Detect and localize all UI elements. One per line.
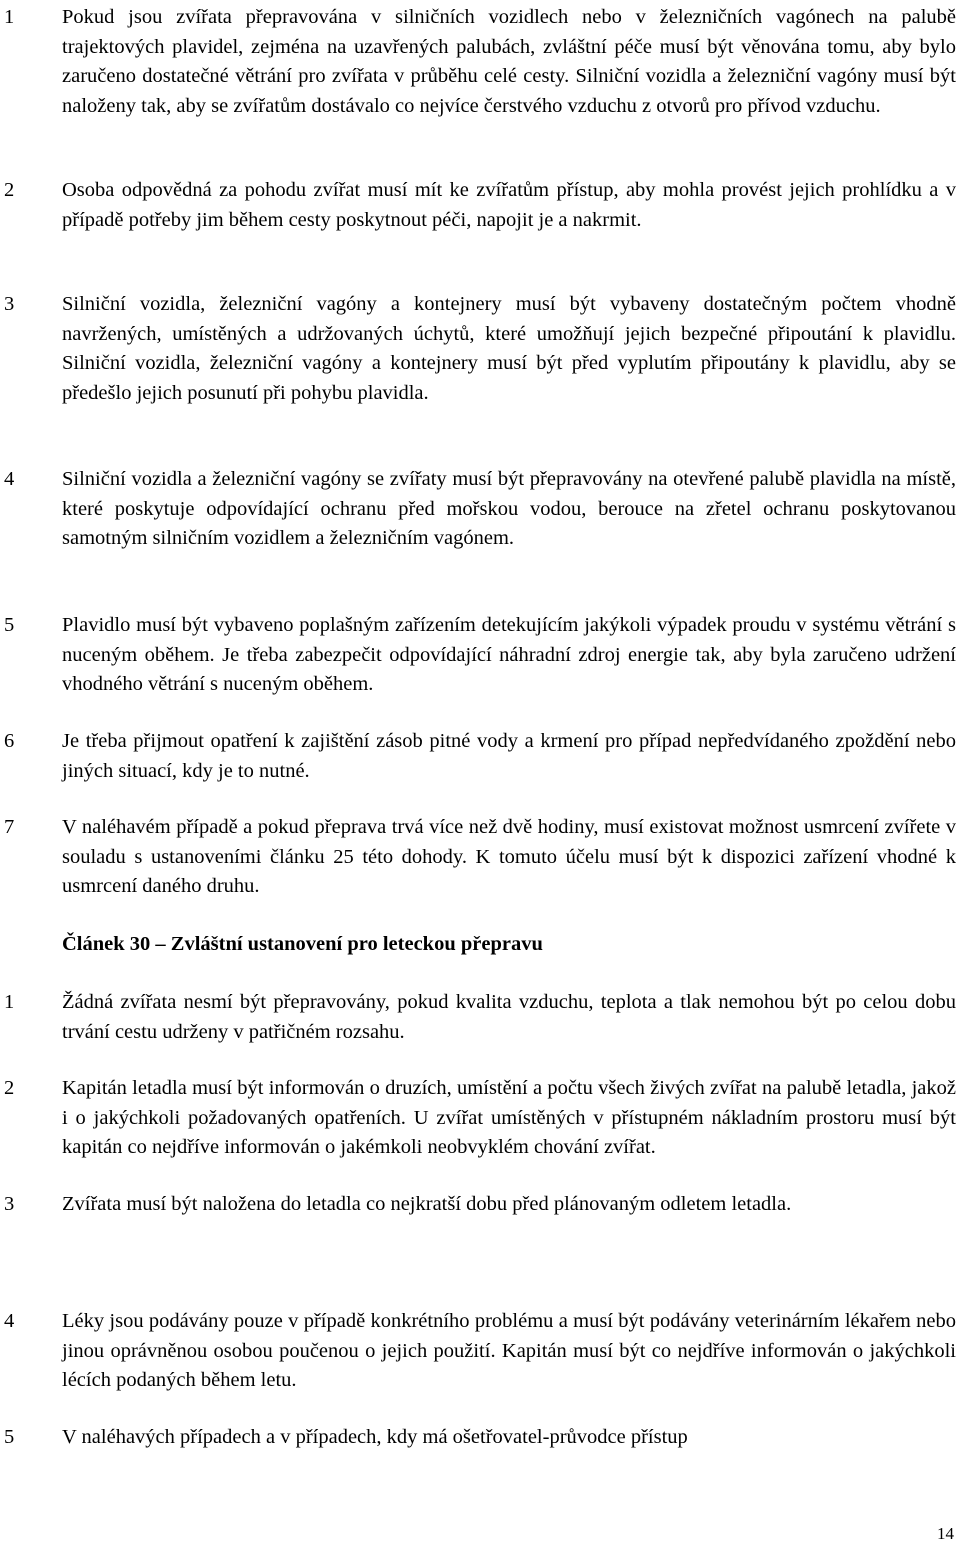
item-number: 1 [4, 6, 15, 28]
item-number: 2 [4, 179, 15, 201]
item-text: Kapitán letadla musí být informován o druzích, umístění a počtu všech živých zvířat na palubě letadla, jakož i o jakýchkoli požadovaných opatřeních. U zvířat umístěných v přístupném nákladním prostoru musí být kapitán co nejdříve informován o jakémkoli neobvyklém chování zvířat. [62, 1077, 956, 1158]
item-text: Plavidlo musí být vybaveno poplašným zařízením detekujícím jakýkoli výpadek proudu v systému větrání s nuceným oběhem. Je třeba zabezpečit odpovídající náhradní zdroj energie tak, aby byla zaručeno udržení vhodného větrání s nuceným oběhem. [62, 614, 956, 695]
item-number: 4 [4, 1310, 15, 1332]
item-number: 2 [4, 1077, 15, 1099]
item-number: 1 [4, 991, 15, 1013]
item-text: Je třeba přijmout opatření k zajištění zásob pitné vody a krmení pro případ nepředvídaného zpoždění nebo jiných situací, kdy je to nutné. [62, 730, 956, 782]
item-text: Silniční vozidla, železniční vagóny a kontejnery musí být vybaveny dostatečným počtem vhodně navržených, umístěných a udržovaných úchytů, které umožňují jejich bezpečné připoutání k plavidlu. Silniční vozidla, železniční vagóny a kontejnery musí být před vyplutím připoutány k plavidlu, aby se předešlo jejich posunutí při pohybu plavidla. [62, 293, 956, 404]
item-number: 4 [4, 468, 15, 490]
item-text: Pokud jsou zvířata přepravována v silničních vozidlech nebo v železničních vagónech na palubě trajektových plavidel, zejména na uzavřených palubách, zvláštní péče musí být věnována tomu, aby bylo zaručeno dostatečné větrání pro zvířata v průběhu celé cesty. Silniční vozidla a železniční vagóny musí být naloženy tak, aby se zvířatům dostávalo co nejvíce čerstvého vzduchu z otvorů pro přívod vzduchu. [62, 6, 956, 117]
item-number: 5 [4, 1426, 15, 1448]
item-text: Osoba odpovědná za pohodu zvířat musí mít ke zvířatům přístup, aby mohla provést jejich prohlídku a v případě potřeby jim během cesty poskytnout péči, napojit je a nakrmit. [62, 179, 956, 231]
item-text: V naléhavém případě a pokud přeprava trvá více než dvě hodiny, musí existovat možnost usmrcení zvířete v souladu s ustanoveními článku 25 této dohody. K tomuto účelu musí být k dispozici zařízení vhodné k usmrcení daného druhu. [62, 816, 956, 897]
item-text: Žádná zvířata nesmí být přepravovány, pokud kvalita vzduchu, teplota a tlak nemohou být po celou dobu trvání cestu udrženy v patřičném rozsahu. [62, 991, 956, 1043]
page-number: 14 [937, 1524, 954, 1543]
item-text: Silniční vozidla a železniční vagóny se zvířaty musí být přepravovány na otevřené palubě plavidla na místě, které poskytuje odpovídající ochranu před mořskou vodou, berouce na zřetel ochranu poskytovanou samotným silničním vozidlem a železničním vagónem. [62, 468, 956, 549]
item-number: 3 [4, 1193, 15, 1215]
item-number: 5 [4, 614, 15, 636]
item-text: Léky jsou podávány pouze v případě konkrétního problému a musí být podávány veterinárním lékařem nebo jinou oprávněnou osobou poučenou o jejich použití. Kapitán musí být co nejdříve informován o jakýchkoli lécích podaných během letu. [62, 1310, 956, 1391]
item-number: 6 [4, 730, 15, 752]
article-heading: Článek 30 – Zvláštní ustanovení pro leteckou přepravu [62, 933, 543, 955]
item-text: V naléhavých případech a v případech, kdy má ošetřovatel-průvodce přístup [62, 1426, 688, 1448]
item-number: 3 [4, 293, 15, 315]
item-text: Zvířata musí být naložena do letadla co nejkratší dobu před plánovaným odletem letadla. [62, 1193, 792, 1215]
item-number: 7 [4, 816, 15, 838]
